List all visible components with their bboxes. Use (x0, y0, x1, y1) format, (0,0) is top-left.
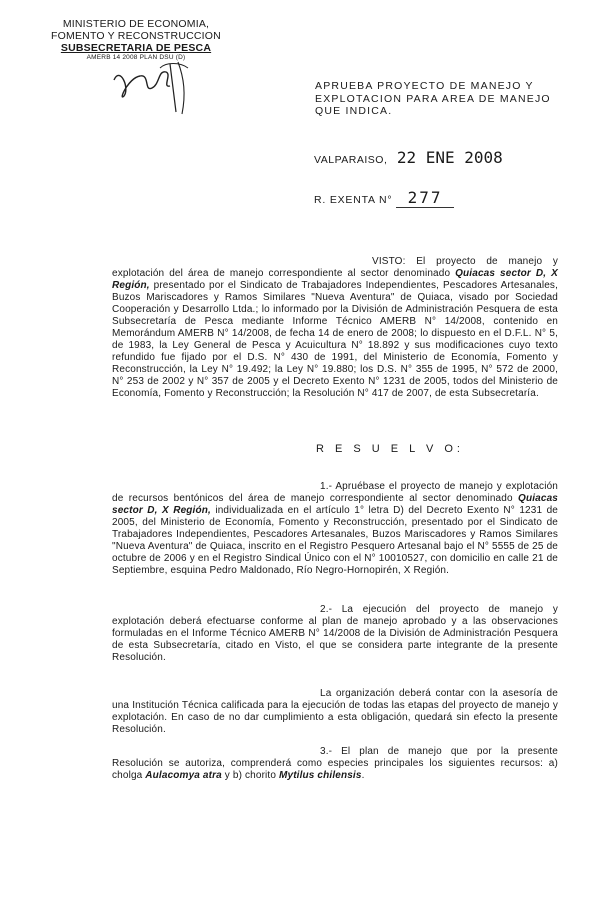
organization-paragraph: La organización deberá contar con la asesoría de una Institución Técnica calificada para la ejecución de todas las etapas del proyecto de manejo y explotación. En caso de no dar cumplimiento a esta obligación, quedará sin efecto la presente Resolución. (112, 688, 558, 735)
ministry-line-2: FOMENTO Y RECONSTRUCCION (51, 30, 221, 42)
visto-label: VISTO: (372, 256, 406, 267)
resolution-number (314, 188, 454, 208)
point-2-paragraph: 2.- La ejecución del proyecto de manejo y explotación deberá efectuarse conforme al plan de manejo aprobado y a las observaciones formuladas en el Informe Técnico AMERB N° 14/2008 de la División de Administración Pesquera de esta Subsecretaría, citado en Visto, el que se considera parte integrante de la presente Resolución. (112, 604, 558, 663)
point-3-paragraph: 3.- El plan de manejo que por la presente Resolución se autoriza, comprenderá como especies principales los siguientes recursos: a) cholga Aulacomya atra y b) chorito Mytilus chilensis. (112, 746, 558, 781)
subsecretaria-line: SUBSECRETARIA DE PESCA (60, 42, 212, 54)
place-label: VALPARAISO, (314, 154, 388, 166)
letterhead (36, 18, 236, 62)
number-sign: N° (379, 194, 393, 206)
area-name: Quiacas sector D, X Región, (112, 268, 558, 291)
resolution-subject: APRUEBA PROYECTO DE MANEJO Y EXPLOTACION PARA AREA DE MANEJO QUE INDICA. (315, 80, 551, 117)
exenta-label: R. EXENTA (314, 194, 376, 206)
resolution-number-value: 277 (396, 188, 454, 208)
date-stamp: 22 ENE 2008 (396, 148, 503, 167)
ministry-line: MINISTERIO DE ECONOMIA, (62, 18, 210, 30)
visto-paragraph: VISTO: El proyecto de manejo y explotación del área de manejo correspondiente al sector denominado Quiacas sector D, X Región, presentado por el Sindicato de Trabajadores Independientes, Pescadores Artesanales, Buzos Mariscadores y Ramos Similares "Nueva Aventura" de Quiaca, visado por Sociedad Cooperación y Desarrollo Ltda.; lo informado por la División de Administración Pesquera de esta Subsecretaría de Pesca mediante Informe Técnico AMERB N° 14/2008, contenido en Memorándum AMERB N° 14/2008, de fecha 14 de enero de 2008; lo dispuesto en el D.F.L. N° 5, de 1983, la Ley General de Pesca y Acuicultura N° 18.892 y sus modificaciones cuyo texto refundido fue fijado por el D.S. N° 430 de 1991, del Ministerio de Economía, Fomento y Reconstrucción, la Ley N° 19.492; la Ley N° 19.880; los D.S. N° 355 de 1995, N° 572 de 2000, N° 253 de 2002 y N° 357 de 2005 y el Decreto Exento N° 1231 de 2005, todos del Ministerio de Economía, Fomento y Reconstrucción; la Resolución N° 417 de 2007, de esta Subsecretaría. (112, 256, 558, 399)
point-1-paragraph: 1.- Apruébase el proyecto de manejo y explotación de recursos bentónicos del área de manejo correspondiente al sector denominado Quiacas sector D, X Región, individualizada en el artículo 1° letra D) del Decreto Exento N° 1231 de 2005, del Ministerio de Economía, Fomento y Reconstrucción, presentado por el Sindicato de Trabajadores Independientes, Pescadores Artesanales, Buzos Mariscadores y Ramos Similares "Nueva Aventura" de Quiaca, inscrito en el Registro Pesquero Artesanal bajo el N° 5555 de 25 de octubre de 2006 y en el Registro Sindical Único con el N° 10010527, con domicilio en calle 21 de Septiembre, esquina Pedro Maldonado, Río Negro-Hornopirén, X Región. (112, 481, 558, 576)
file-reference: AMERB 14 2008 PLAN DSU (D) (86, 54, 186, 61)
resuelvo-heading: R E S U E L V O: (316, 443, 464, 455)
species-1: Aulacomya atra (145, 770, 222, 781)
place-and-date (314, 148, 503, 167)
handwritten-signature (100, 58, 210, 116)
species-2: Mytilus chilensis (279, 770, 362, 781)
